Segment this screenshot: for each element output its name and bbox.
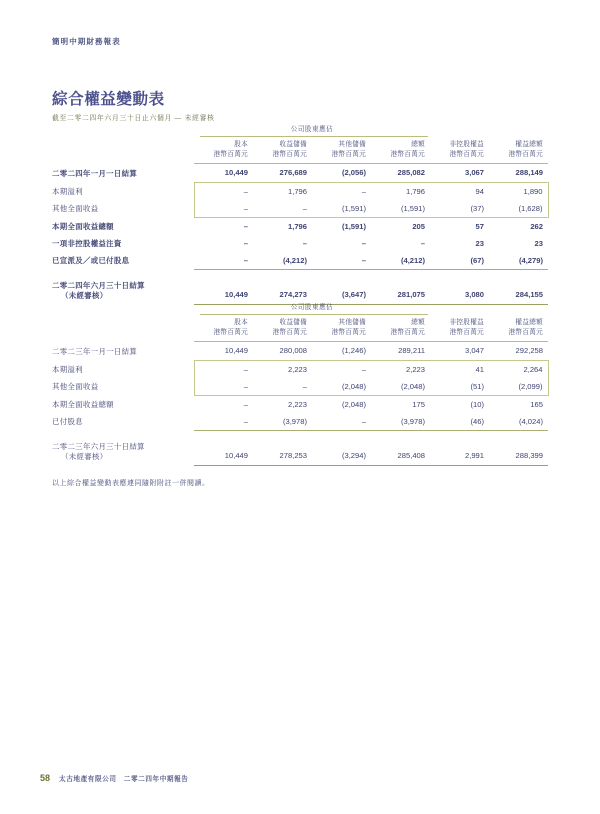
row-value: (1,591) bbox=[371, 200, 430, 218]
row-value: – bbox=[194, 378, 253, 396]
table-row bbox=[52, 361, 548, 379]
row-value: 2,223 bbox=[253, 361, 312, 379]
row-value: (3,978) bbox=[282, 416, 307, 426]
table-row bbox=[52, 413, 548, 431]
page-footer bbox=[40, 773, 189, 783]
table-row bbox=[52, 438, 548, 465]
column-header-row bbox=[52, 137, 548, 164]
row-value: – bbox=[253, 200, 312, 218]
row-label: 一項非控股權益注資 bbox=[52, 238, 122, 248]
column-header-total-equity: 權益總額 港幣百萬元 bbox=[508, 319, 543, 336]
table-row bbox=[52, 396, 548, 414]
column-header-row bbox=[52, 315, 548, 342]
footnote: 以上綜合權益變動表應連同隨附附註一併閱讀。 bbox=[52, 480, 210, 487]
row-label: 本期全面收益總額 bbox=[52, 399, 114, 409]
row-value: 23 bbox=[534, 238, 543, 248]
row-value: 10,449 bbox=[224, 168, 248, 178]
column-header-share-capital: 股本 港幣百萬元 bbox=[213, 319, 248, 336]
statement-table-2023-wrapper bbox=[52, 301, 548, 467]
row-value: 205 bbox=[412, 221, 425, 231]
statement-table-2023 bbox=[52, 301, 549, 467]
row-label: 本期溢利 bbox=[52, 186, 83, 196]
row-value: 57 bbox=[475, 221, 484, 231]
row-value: – bbox=[243, 221, 248, 231]
table-row bbox=[52, 183, 548, 201]
table-row bbox=[52, 343, 548, 361]
running-header: 簡明中期財務報表 bbox=[52, 37, 121, 46]
table-head bbox=[52, 123, 548, 165]
table-row bbox=[52, 378, 548, 396]
column-group-header: 公司股東應佔 bbox=[290, 126, 334, 133]
row-value: (2,048) bbox=[312, 378, 371, 396]
column-header-revenue-reserves: 收益儲備 港幣百萬元 bbox=[272, 319, 307, 336]
row-value: 278,253 bbox=[279, 450, 307, 460]
row-label: 其他全面收益 bbox=[52, 204, 99, 214]
row-value: 281,075 bbox=[397, 289, 425, 299]
row-value: 3,080 bbox=[464, 289, 484, 299]
page-number: 58 bbox=[40, 773, 51, 783]
row-value: 10,449 bbox=[224, 450, 248, 460]
column-group-header: 公司股東應佔 bbox=[290, 304, 334, 311]
row-value: 23 bbox=[475, 238, 484, 248]
row-value: – bbox=[420, 238, 425, 248]
row-value: (2,099) bbox=[489, 378, 548, 396]
row-value: – bbox=[194, 183, 253, 201]
row-label: 二零二四年六月三十日結算 （未經審核） bbox=[52, 280, 145, 300]
table-body bbox=[52, 165, 548, 305]
row-value: – bbox=[194, 200, 253, 218]
table-row bbox=[52, 165, 548, 183]
table-row bbox=[52, 200, 548, 218]
table-body bbox=[52, 343, 548, 466]
row-value: 165 bbox=[530, 399, 543, 409]
row-value: 1,890 bbox=[489, 183, 548, 201]
row-value: 285,082 bbox=[397, 168, 425, 178]
row-value: 285,408 bbox=[397, 450, 425, 460]
column-header-non-controlling-interests: 非控股權益 港幣百萬元 bbox=[449, 141, 484, 158]
row-value: (1,591) bbox=[312, 200, 371, 218]
row-value: 2,991 bbox=[464, 450, 484, 460]
row-value: (37) bbox=[430, 200, 489, 218]
table-row bbox=[52, 252, 548, 270]
title-block bbox=[52, 91, 552, 123]
row-label: 已付股息 bbox=[52, 417, 83, 427]
group-header-row bbox=[52, 123, 548, 136]
row-value: (2,056) bbox=[341, 168, 366, 178]
footer-text: 太古地產有限公司 二零二四年中期報告 bbox=[59, 776, 189, 783]
table-row bbox=[52, 235, 548, 252]
row-value: (3,978) bbox=[400, 416, 425, 426]
row-value: 289,211 bbox=[398, 346, 425, 356]
column-header-revenue-reserves: 收益儲備 港幣百萬元 bbox=[272, 141, 307, 158]
table-row bbox=[52, 218, 548, 236]
row-value: – bbox=[361, 416, 366, 426]
row-value: – bbox=[361, 255, 366, 265]
row-value: (1,246) bbox=[341, 346, 366, 356]
row-label: 其他全面收益 bbox=[52, 382, 99, 392]
row-value: (10) bbox=[470, 399, 484, 409]
row-value: (4,212) bbox=[400, 255, 425, 265]
row-value: (3,294) bbox=[341, 450, 366, 460]
row-value: – bbox=[243, 399, 248, 409]
column-header-non-controlling-interests: 非控股權益 港幣百萬元 bbox=[449, 319, 484, 336]
row-label: 二零二三年一月一日結算 bbox=[52, 347, 138, 357]
row-value: (67) bbox=[470, 255, 484, 265]
row-value: 2,223 bbox=[287, 399, 307, 409]
row-value: – bbox=[243, 416, 248, 426]
row-value: 262 bbox=[530, 221, 543, 231]
statement-table-2024 bbox=[52, 123, 549, 306]
row-label: 本期溢利 bbox=[52, 364, 83, 374]
row-value: 1,796 bbox=[253, 183, 312, 201]
row-value: – bbox=[312, 361, 371, 379]
row-value: 10,449 bbox=[224, 289, 248, 299]
row-value: 94 bbox=[430, 183, 489, 201]
row-value: 288,149 bbox=[515, 168, 543, 178]
column-header-total: 總額 港幣百萬元 bbox=[390, 141, 425, 158]
row-value: 292,258 bbox=[515, 346, 543, 356]
row-value: – bbox=[243, 238, 248, 248]
row-value: 2,264 bbox=[489, 361, 548, 379]
row-value: 175 bbox=[412, 399, 425, 409]
row-value: 3,067 bbox=[464, 168, 484, 178]
row-label: 已宣派及／或已付股息 bbox=[52, 256, 130, 266]
row-value: (4,212) bbox=[282, 255, 307, 265]
row-value: – bbox=[253, 378, 312, 396]
row-value: – bbox=[312, 183, 371, 201]
row-value: (1,591) bbox=[341, 221, 366, 231]
row-value: 276,689 bbox=[279, 168, 307, 178]
row-value: (2,048) bbox=[371, 378, 430, 396]
row-value: 284,155 bbox=[515, 289, 543, 299]
table-head bbox=[52, 301, 548, 343]
row-label: 二零二四年一月一日結算 bbox=[52, 169, 138, 179]
row-value: (4,279) bbox=[518, 255, 543, 265]
table-bottom-rule bbox=[52, 465, 548, 467]
column-header-total: 總額 港幣百萬元 bbox=[390, 319, 425, 336]
row-label: 二零二三年六月三十日結算 （未經審核） bbox=[52, 441, 145, 461]
row-value: 10,449 bbox=[224, 346, 248, 356]
row-value: 288,399 bbox=[515, 450, 543, 460]
row-value: 2,223 bbox=[371, 361, 430, 379]
row-value: – bbox=[194, 361, 253, 379]
column-header-total-equity: 權益總額 港幣百萬元 bbox=[508, 141, 543, 158]
statement-table-2024-wrapper bbox=[52, 123, 548, 306]
page-subtitle: 截至二零二四年六月三十日止六個月 — 未經審核 bbox=[52, 114, 215, 122]
row-value: 280,008 bbox=[279, 346, 307, 356]
row-value: – bbox=[361, 238, 366, 248]
row-value: 41 bbox=[430, 361, 489, 379]
row-value: (4,024) bbox=[518, 416, 543, 426]
row-label: 本期全面收益總額 bbox=[52, 221, 114, 231]
row-value: (3,647) bbox=[341, 289, 366, 299]
page-title: 綜合權益變動表 bbox=[52, 91, 165, 108]
row-value: – bbox=[243, 255, 248, 265]
row-value: (1,628) bbox=[489, 200, 548, 218]
column-header-other-reserves: 其他儲備 港幣百萬元 bbox=[331, 319, 366, 336]
row-value: 3,047 bbox=[464, 346, 484, 356]
row-value: (2,048) bbox=[341, 399, 366, 409]
row-value: (51) bbox=[430, 378, 489, 396]
row-value: 1,796 bbox=[371, 183, 430, 201]
row-value: (46) bbox=[470, 416, 484, 426]
column-header-share-capital: 股本 港幣百萬元 bbox=[213, 141, 248, 158]
row-value: – bbox=[302, 238, 307, 248]
group-header-row bbox=[52, 301, 548, 314]
column-header-other-reserves: 其他儲備 港幣百萬元 bbox=[331, 141, 366, 158]
row-value: 274,273 bbox=[279, 289, 307, 299]
row-value: 1,796 bbox=[287, 221, 307, 231]
